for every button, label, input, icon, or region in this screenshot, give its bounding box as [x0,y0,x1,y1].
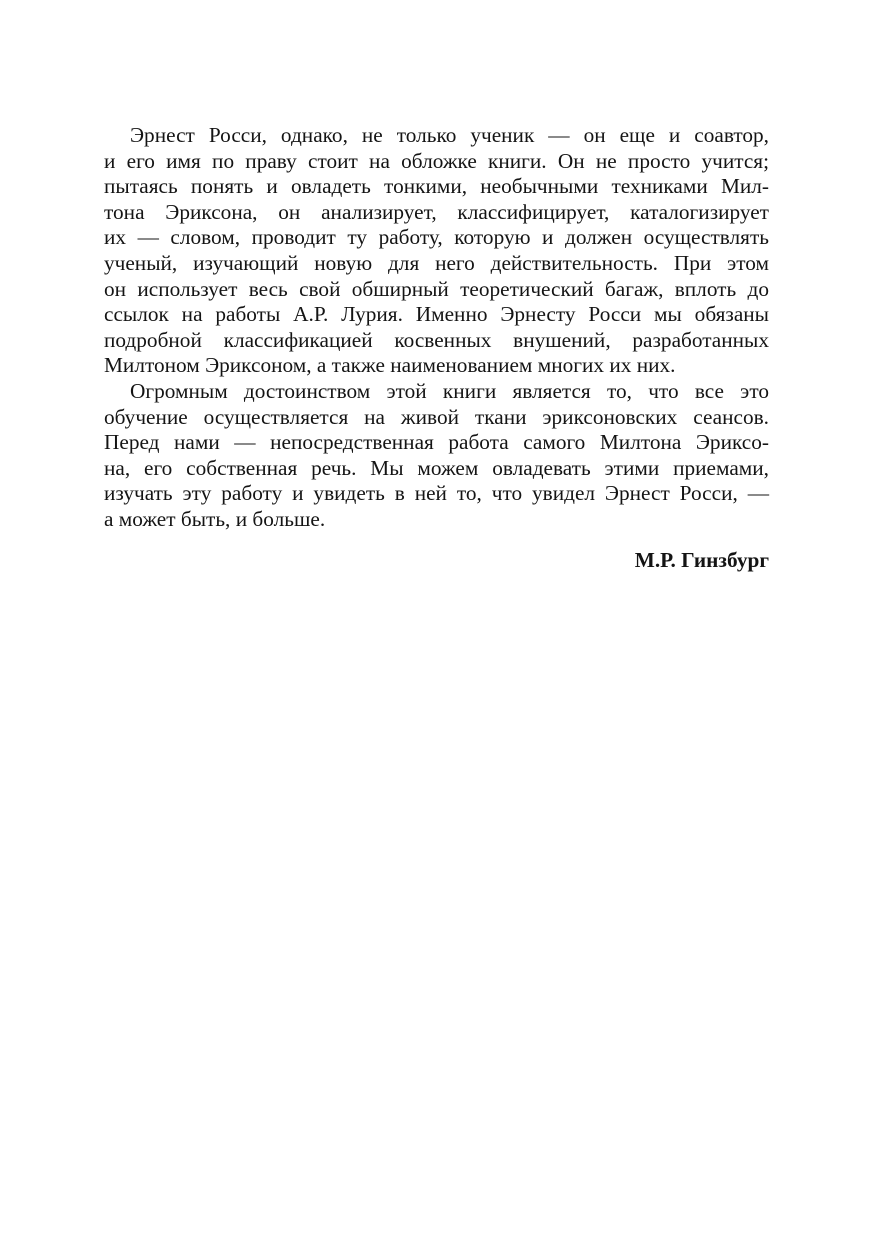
text-line: Перед нами — непосредственная работа самого Милтона Эриксо- [104,430,769,455]
text-line: обучение осуществляется на живой ткани эриксоновских сеансов. [104,404,769,429]
text-line: Эрнест Росси, однако, не только ученик — он еще и соавтор, [130,123,769,147]
text-line: Милтоном Эриксоном, а также наименованием многих их них. [104,353,676,378]
text-line: тона Эриксона, он анализирует, классифицирует, каталогизирует [104,199,769,224]
text-line: пытаясь понять и овладеть тонкими, необычными техниками Мил- [104,174,769,199]
text-line: изучать эту работу и увидеть в ней то, что увидел Эрнест Росси, — [104,481,769,506]
text-line: их — словом, проводит ту работу, которую и должен осуществлять [104,225,769,250]
author-signature: М.Р. Гинзбург [634,548,769,572]
text-line: а может быть, и больше. [104,506,326,531]
text-line: ученый, изучающий новую для него действительность. При этом [104,250,769,275]
text-line: и его имя по праву стоит на обложке книги. Он не просто учится; [104,148,769,173]
body-text [104,123,769,533]
text-line: Огромным достоинством этой книги является то, что все это [130,378,769,403]
text-line: подробной классификацией косвенных внушений, разработанных [104,327,769,352]
paragraph-1 [104,123,769,379]
text-line: он использует весь свой обширный теоретический багаж, вплоть до [104,276,769,301]
text-line: на, его собственная речь. Мы можем овладевать этими приемами, [104,455,769,480]
text-line: ссылок на работы А.Р. Лурия. Именно Эрнесту Росси мы обязаны [104,302,769,327]
paragraph-2 [104,379,769,533]
